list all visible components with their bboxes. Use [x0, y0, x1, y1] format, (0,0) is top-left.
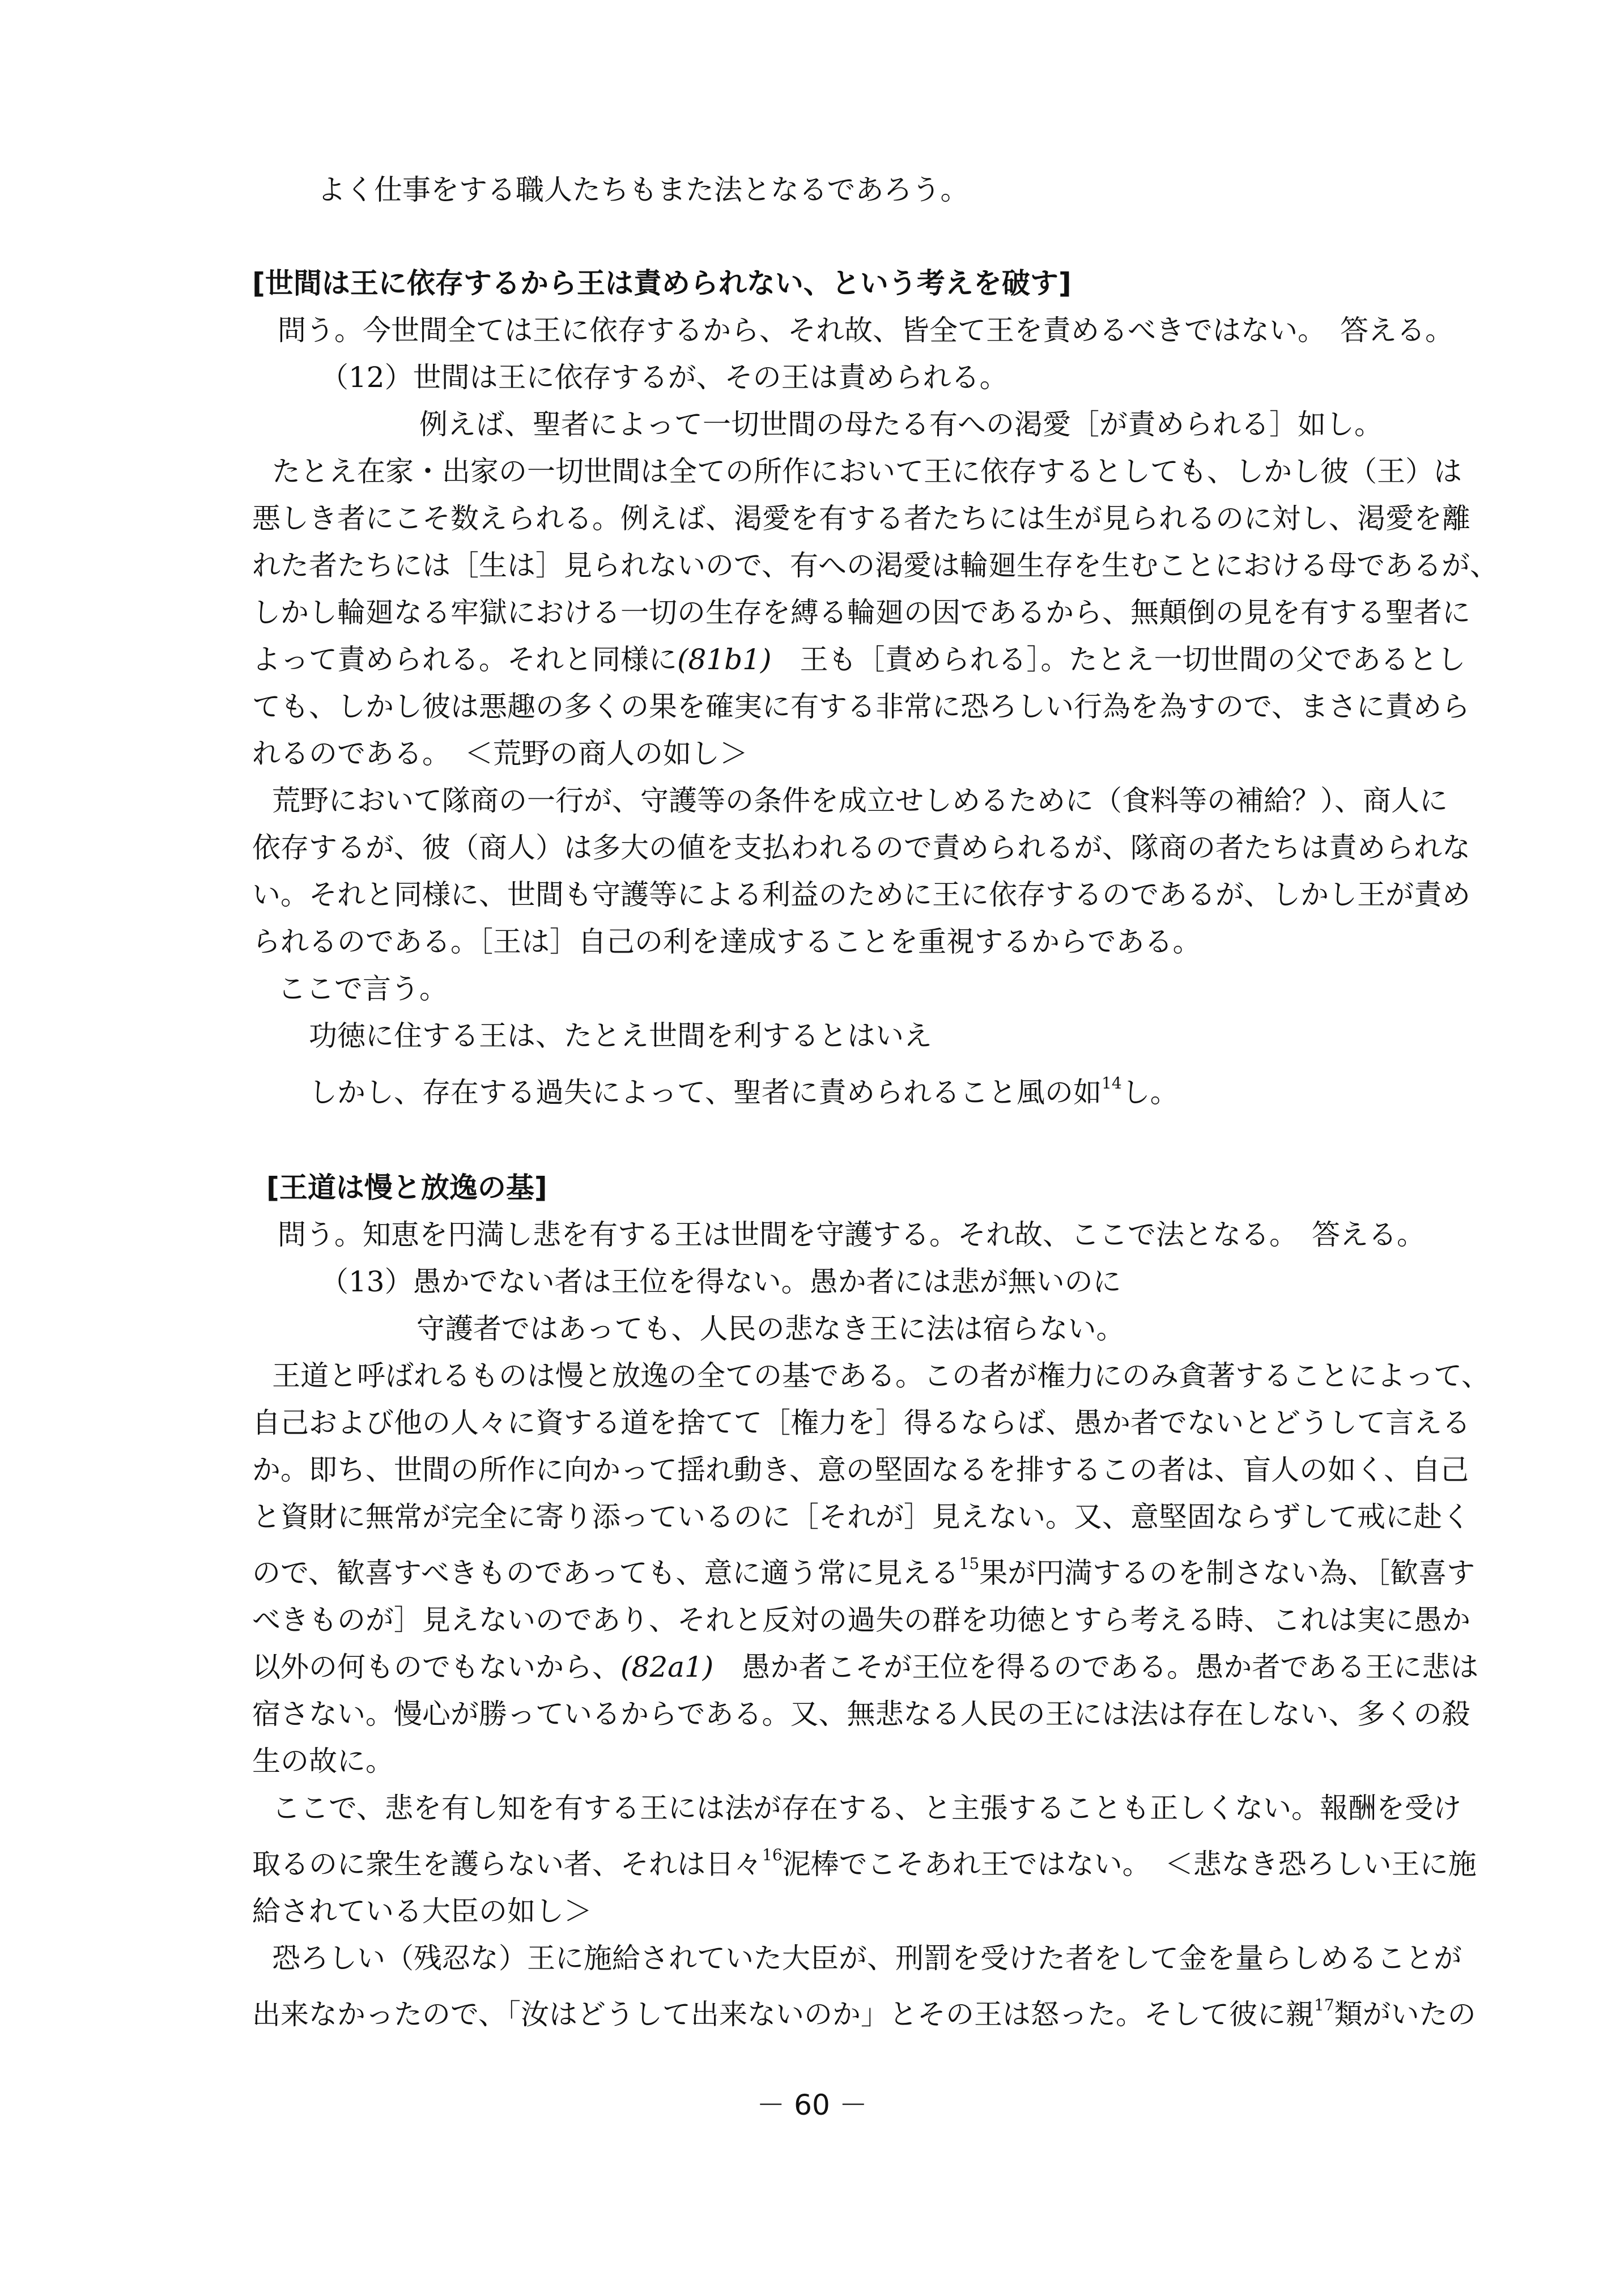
- body-line: [252, 1847, 1477, 1881]
- verse-line: 例えば、聖者によって一切世間の母たる有への渇愛［が責められる］如し。: [419, 408, 1383, 441]
- verse-line: 功徳に住する王は、たとえ世間を利するとはいえ: [309, 1019, 932, 1052]
- body-line: ここで、悲を有し知を有する王には法が存在する、と主張することも正しくない。報酬を受け: [272, 1792, 1461, 1825]
- body-line: [252, 1997, 1476, 2031]
- body-text: ので、歓喜すべきものであっても、意に適う常に見える: [252, 1557, 959, 1589]
- body-text: 取るのに衆生を護らない者、それは日々: [252, 1848, 762, 1881]
- body-text: 以外の何ものでもないから、: [252, 1651, 620, 1683]
- body-line: れた者たちには［生は］見られないので、有への渇愛は輪廻生存を生むことにおける母であるが、: [252, 549, 1498, 582]
- body-text: 類がいたの: [1334, 1998, 1476, 2031]
- body-text: 果が円満するのを制さない為、［歓喜す: [979, 1557, 1476, 1589]
- body-line: 王道と呼ばれるものは慢と放逸の全ての基である。この者が権力にのみ貪著することによって、: [272, 1359, 1490, 1392]
- intro-line: よく仕事をする職人たちもまた法となるであろう。: [317, 173, 969, 206]
- footnote-marker: 14: [1102, 1074, 1122, 1092]
- body-line: れるのである。 ＜荒野の商人の如し＞: [252, 737, 748, 770]
- body-line: か。即ち、世間の所作に向かって揺れ動き、意の堅固なるを排するこの者は、盲人の如く、自己: [252, 1453, 1469, 1486]
- footnote-marker: 15: [959, 1554, 980, 1573]
- footnote-marker: 16: [762, 1846, 783, 1864]
- section-heading: [世間は王に依存するから王は責められない、という考えを破す]: [252, 267, 1072, 300]
- body-line: たとえ在家・出家の一切世間は全ての所作において王に依存するとしても、しかし彼（王）は: [272, 455, 1462, 488]
- body-line: 依存するが、彼（商人）は多大の値を支払われるので責められるが、隊商の者たちは責められな: [252, 831, 1470, 864]
- body-text: 泥棒でこそあれ王ではない。 ＜悲なき恐ろしい王に施: [782, 1848, 1477, 1881]
- body-text: よって責められる。それと同様に: [252, 643, 677, 676]
- verse-line: （13）愚かでない者は王位を得ない。愚か者には悲が無いのに: [320, 1265, 1121, 1298]
- body-line: 生の故に。: [252, 1745, 394, 1778]
- body-line: 荒野において隊商の一行が、守護等の条件を成立せしめるために（食料等の補給？）、商人に: [272, 784, 1448, 817]
- body-line: 悪しき者にこそ数えられる。例えば、渇愛を有する者たちには生が見られるのに対し、渇愛を離: [252, 502, 1470, 535]
- folio-reference: (82a1): [620, 1651, 714, 1683]
- verse-line: 守護者ではあっても、人民の悲なき王に法は宿らない。: [416, 1312, 1125, 1345]
- folio-reference: (81b1): [677, 643, 772, 676]
- body-line: ここで言う。: [278, 972, 448, 1005]
- body-line: られるのである。［王は］自己の利を達成することを重視するからである。: [252, 925, 1201, 958]
- body-line: 自己および他の人々に資する道を捨てて［権力を］得るならば、愚か者でないとどうして言える: [252, 1406, 1470, 1439]
- verse-text: し。: [1121, 1076, 1179, 1109]
- body-line: 給されている大臣の如し＞: [252, 1895, 592, 1928]
- verse-line: [309, 1075, 1179, 1109]
- body-line: い。それと同様に、世間も守護等による利益のために王に依存するのであるが、しかし王が責め: [252, 878, 1470, 911]
- body-line: 恐ろしい（残忍な）王に施給されていた大臣が、刑罰を受けた者をして金を量らしめることが: [272, 1942, 1462, 1975]
- body-line: [252, 643, 1465, 677]
- footnote-marker: 17: [1314, 1996, 1334, 2014]
- body-text: 出来なかったので、「汝はどうして出来ないのか」とその王は怒った。そして彼に親: [252, 1998, 1314, 2031]
- body-text: 王も［責められる］。たとえ一切世間の父であるとし: [771, 643, 1466, 676]
- question-line: 問う。知恵を円満し悲を有する王は世間を守護する。それ故、ここで法となる。 答える。: [278, 1218, 1425, 1251]
- body-line: 宿さない。慢心が勝っているからである。又、無悲なる人民の王には法は存在しない、多くの殺: [252, 1698, 1470, 1730]
- body-text: 愚か者こそが王位を得るのである。愚か者である王に悲は: [713, 1651, 1479, 1683]
- verse-text: しかし、存在する過失によって、聖者に責められること風の如: [309, 1076, 1102, 1109]
- verse-line: （12）世間は王に依存するが、その王は責められる。: [320, 361, 1008, 394]
- body-line: ても、しかし彼は悪趣の多くの果を確実に有する非常に恐ろしい行為を為すので、まさに責めら: [252, 690, 1470, 723]
- body-line: [252, 1650, 1478, 1684]
- body-line: [252, 1556, 1475, 1590]
- question-line: 問う。今世間全ては王に依存するから、それ故、皆全て王を責めるべきではない。 答える。: [278, 314, 1453, 347]
- body-line: べきものが］見えないのであり、それと反対の過失の群を功徳とすら考える時、これは実に愚か: [252, 1604, 1470, 1636]
- page-number: － 60 －: [756, 2089, 868, 2121]
- body-line: と資財に無常が完全に寄り添っているのに［それが］見えない。又、意堅固ならずして戒に赴く: [252, 1500, 1470, 1533]
- body-line: しかし輪廻なる牢獄における一切の生存を縛る輪廻の因であるから、無顛倒の見を有する聖者に: [252, 596, 1470, 629]
- section-heading: [王道は慢と放逸の基]: [266, 1171, 547, 1204]
